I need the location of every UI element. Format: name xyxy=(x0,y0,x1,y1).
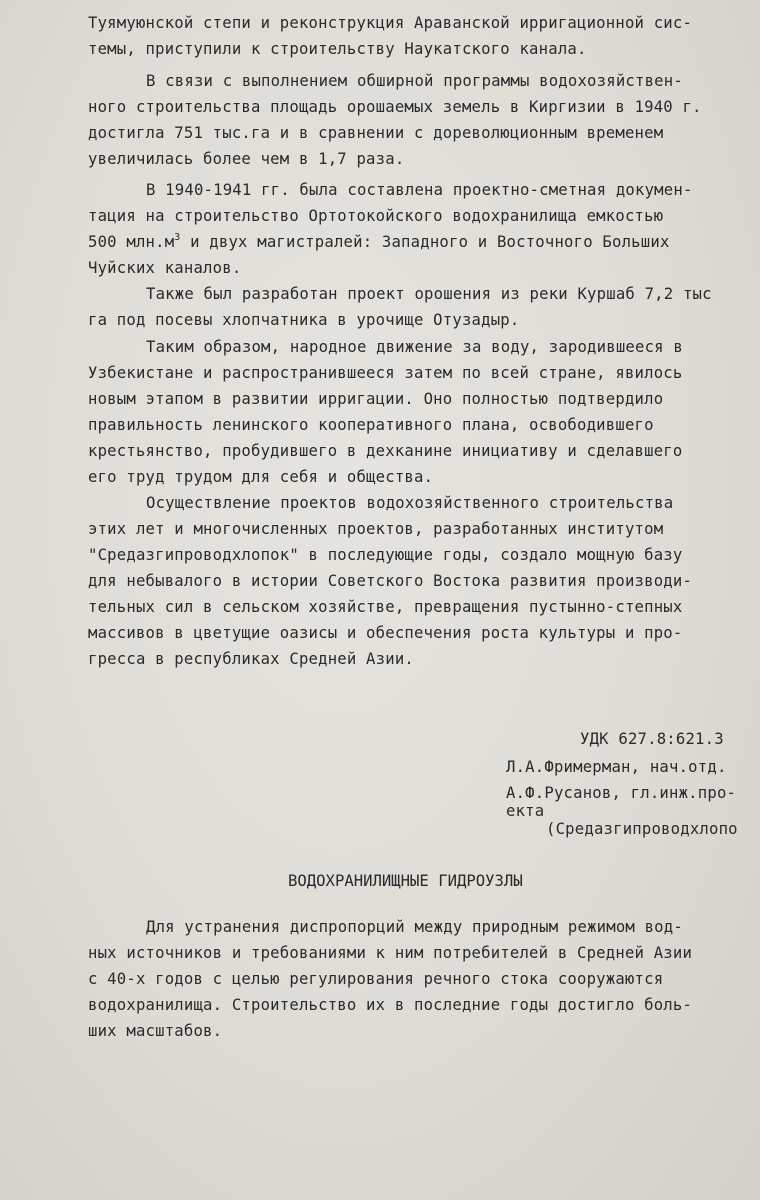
text-line: водохранилища. Строительство их в последние годы достигло боль- xyxy=(88,996,693,1014)
text-line xyxy=(88,233,670,251)
text-line: В связи с выполнением обширной программы водохозяйствен- xyxy=(146,72,683,90)
volume-text: 500 млн.м xyxy=(88,233,175,251)
text-line: этих лет и многочисленных проектов, разработанных институтом xyxy=(88,520,664,538)
author-line: Л.А.Фримерман, нач.отд. xyxy=(506,758,727,776)
text-line: Узбекистане и распространившееся затем по всей стране, явилось xyxy=(88,364,683,382)
text-line: тельных сил в сельском хозяйстве, превращения пустынно-степных xyxy=(88,598,683,616)
text-line: новым этапом в развитии ирригации. Оно полностью подтвердило xyxy=(88,390,664,408)
text-line: ных источников и требованиями к ним потребителей в Средней Азии xyxy=(88,944,693,962)
text-line: ного строительства площадь орошаемых земель в Киргизии в 1940 г. xyxy=(88,98,702,116)
text-line: массивов в цветущие оазисы и обеспечения роста культуры и про- xyxy=(88,624,683,642)
text-line: Также был разработан проект орошения из реки Куршаб 7,2 тыс xyxy=(146,285,712,303)
author-line: екта xyxy=(506,802,545,820)
text-line: с 40-х годов с целью регулирования речного стока сооружаются xyxy=(88,970,664,988)
section-title: ВОДОХРАНИЛИЩНЫЕ ГИДРОУЗЛЫ xyxy=(288,872,523,890)
text-line: "Средазгипроводхлопок" в последующие годы, создало мощную базу xyxy=(88,546,683,564)
superscript-3: 3 xyxy=(174,232,181,243)
author-line: А.Ф.Русанов, гл.инж.про- xyxy=(506,784,737,802)
text-line: его труд трудом для себя и общества. xyxy=(88,468,434,486)
organization-line: (Средазгипроводхлопо xyxy=(546,820,738,838)
text-line: Чуйских каналов. xyxy=(88,259,242,277)
text-line: тация на строительство Ортотокойского водохранилища емкостью xyxy=(88,207,664,225)
text-line: га под посевы хлопчатника в урочище Отузадыр. xyxy=(88,311,520,329)
udc-code: УДК 627.8:621.3 xyxy=(580,730,724,748)
text-line-rest: и двух магистралей: Западного и Восточного Больших xyxy=(180,233,670,251)
text-line: достигла 751 тыс.га и в сравнении с дореволюционным временем xyxy=(88,124,664,142)
text-line: крестьянство, пробудившего в дехканине инициативу и сделавшего xyxy=(88,442,683,460)
text-line: Таким образом, народное движение за воду, зародившееся в xyxy=(146,338,683,356)
text-line: ших масштабов. xyxy=(88,1022,223,1040)
text-line: Осуществление проектов водохозяйственного строительства xyxy=(146,494,674,512)
text-line: правильность ленинского кооперативного плана, освободившего xyxy=(88,416,654,434)
text-line: Туямуюнской степи и реконструкция Араванской ирригационной сис- xyxy=(88,14,693,32)
text-line: гресса в республиках Средней Азии. xyxy=(88,650,414,668)
text-line: Для устранения диспропорций между природным режимом вод- xyxy=(146,918,683,936)
text-line: темы, приступили к строительству Наукатского канала. xyxy=(88,40,587,58)
text-line: увеличилась более чем в 1,7 раза. xyxy=(88,150,405,168)
text-line: для небывалого в истории Советского Востока развития производи- xyxy=(88,572,693,590)
text-line: В 1940-1941 гг. была составлена проектно-сметная докумен- xyxy=(146,181,693,199)
